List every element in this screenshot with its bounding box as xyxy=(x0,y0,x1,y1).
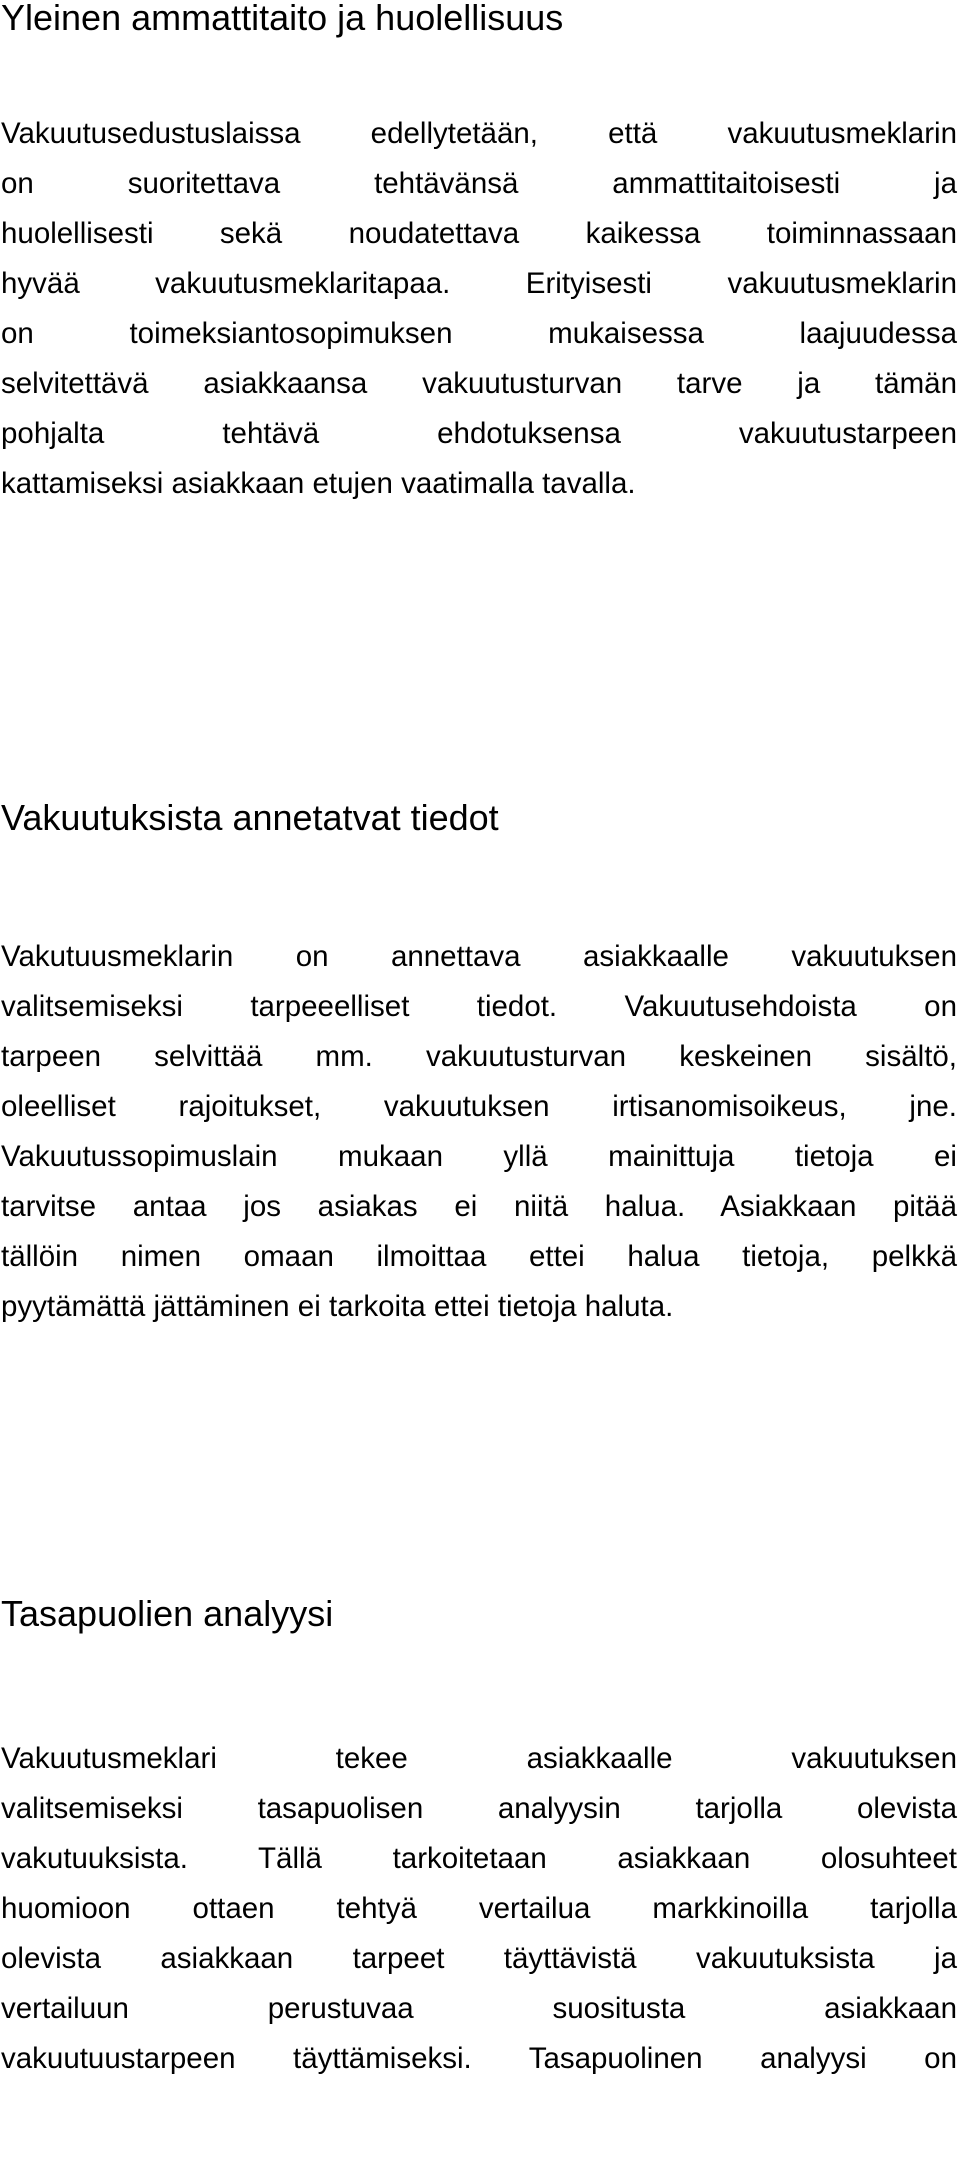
body-line: on suoritettava tehtävänsä ammattitaitoisesti ja xyxy=(1,167,957,200)
body-line: olevista asiakkaan tarpeet täyttävistä vakuutuksista ja xyxy=(1,1942,957,1975)
body-line: valitsemiseksi tarpeeelliset tiedot. Vakuutusehdoista on xyxy=(1,990,957,1023)
body-line: Vakuutusmeklari tekee asiakkaalle vakuutuksen xyxy=(1,1742,957,1775)
body-line: hyvää vakuutusmeklaritapaa. Erityisesti vakuutusmeklarin xyxy=(1,267,957,300)
body-line: on toimeksiantosopimuksen mukaisessa laajuudessa xyxy=(1,317,957,350)
section-heading-1: Yleinen ammattitaito ja huolellisuus xyxy=(1,0,564,38)
section-heading-2: Vakuutuksista annetatvat tiedot xyxy=(1,797,499,838)
body-line: Vakutuusmeklarin on annettava asiakkaalle vakuutuksen xyxy=(1,940,957,973)
body-line: Vakuutussopimuslain mukaan yllä mainittuja tietoja ei xyxy=(1,1140,957,1173)
body-line: selvitettävä asiakkaansa vakuutusturvan tarve ja tämän xyxy=(1,367,957,400)
body-line: huolellisesti sekä noudatettava kaikessa toiminnassaan xyxy=(1,217,957,250)
body-line: oleelliset rajoitukset, vakuutuksen irtisanomisoikeus, jne. xyxy=(1,1090,957,1123)
section-body-2 xyxy=(1,932,957,1332)
body-line: pyytämättä jättäminen ei tarkoita ettei tietoja haluta. xyxy=(1,1290,674,1323)
body-line: pohjalta tehtävä ehdotuksensa vakuutustarpeen xyxy=(1,417,957,450)
body-line: huomioon ottaen tehtyä vertailua markkinoilla tarjolla xyxy=(1,1892,957,1925)
section-body-1 xyxy=(1,109,957,509)
body-line: vakuutuustarpeen täyttämiseksi. Tasapuolinen analyysi on xyxy=(1,2042,957,2075)
body-line: tarpeen selvittää mm. vakuutusturvan keskeinen sisältö, xyxy=(1,1040,957,1073)
body-line: tarvitse antaa jos asiakas ei niitä halua. Asiakkaan pitää xyxy=(1,1190,957,1223)
section-body-3 xyxy=(1,1734,957,2084)
body-line: vakutuuksista. Tällä tarkoitetaan asiakkaan olosuhteet xyxy=(1,1842,957,1875)
body-line: kattamiseksi asiakkaan etujen vaatimalla tavalla. xyxy=(1,467,636,500)
section-heading-3: Tasapuolien analyysi xyxy=(1,1593,334,1634)
body-line: Vakuutusedustuslaissa edellytetään, että vakuutusmeklarin xyxy=(1,117,957,150)
body-line: vertailuun perustuvaa suositusta asiakkaan xyxy=(1,1992,957,2025)
body-line: tällöin nimen omaan ilmoittaa ettei halua tietoja, pelkkä xyxy=(1,1240,957,1273)
body-line: valitsemiseksi tasapuolisen analyysin tarjolla olevista xyxy=(1,1792,957,1825)
